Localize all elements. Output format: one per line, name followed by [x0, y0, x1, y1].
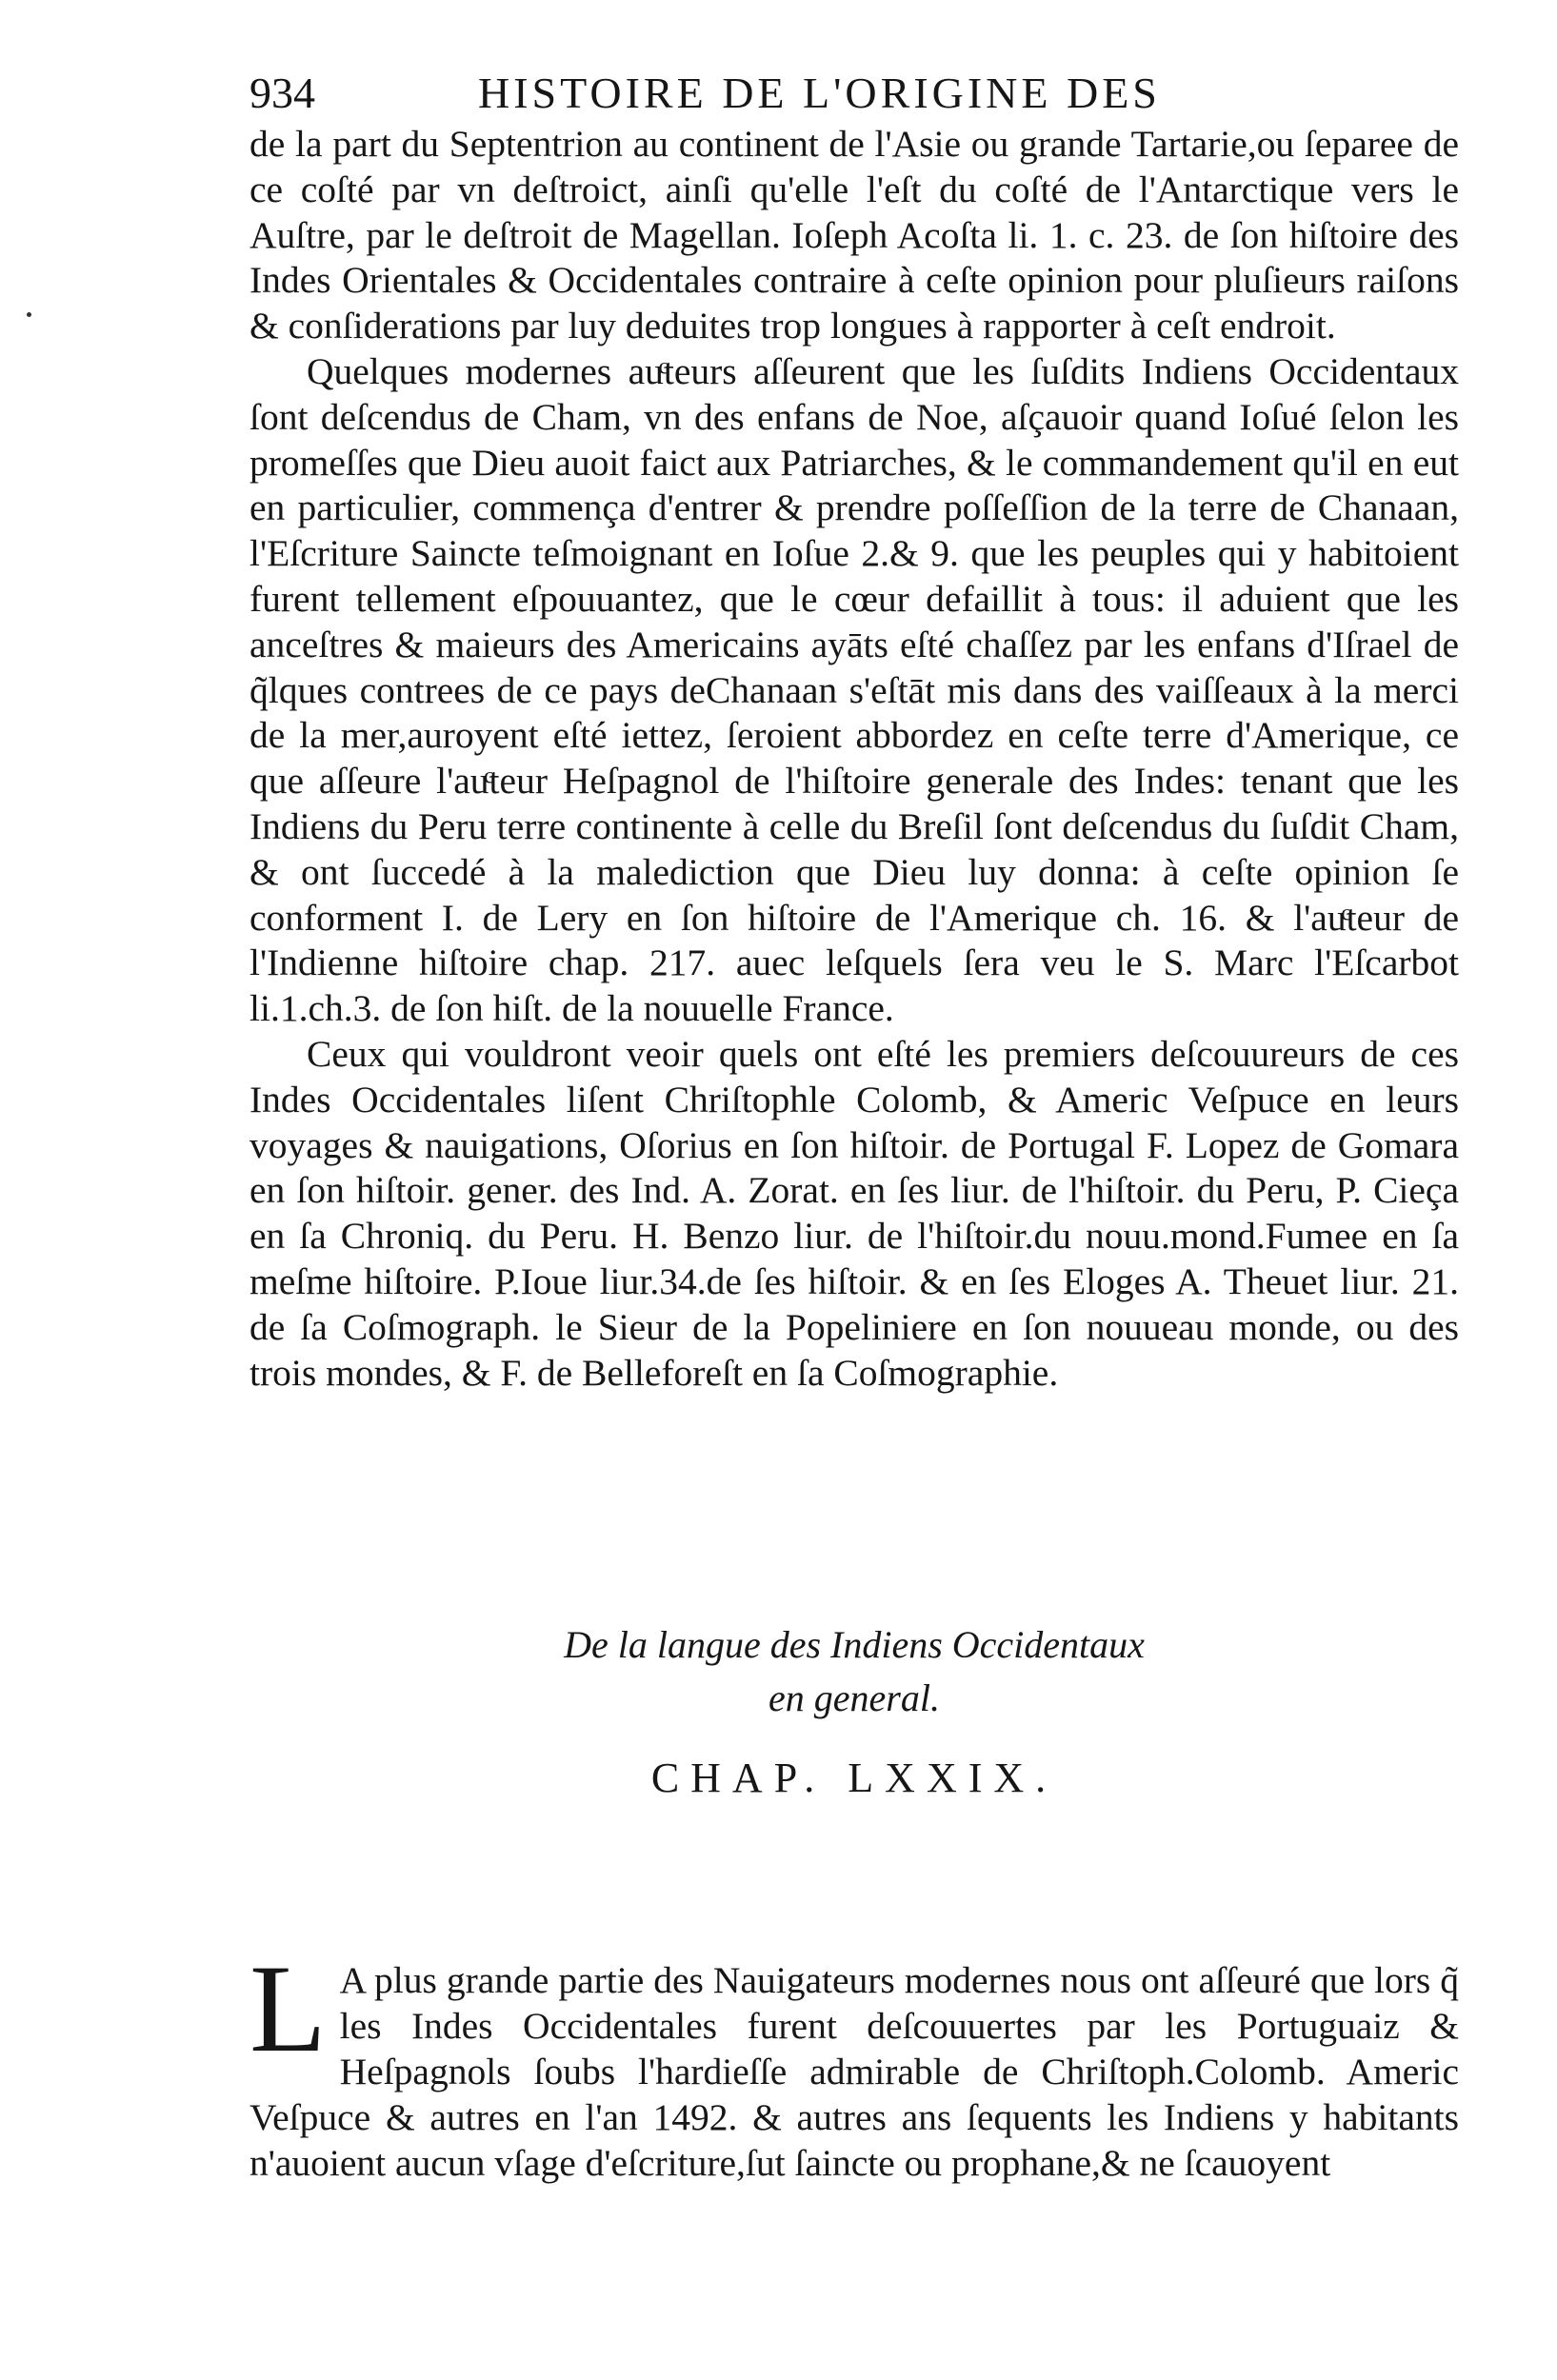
chapter-body — [250, 1938, 1459, 2186]
paragraph: de la part du Septentrion au continent de l'Asie ou grande Tartarie,ou ſeparee de ce coſté par vn deſtroict, ainſi qu'elle l'eſt du coſté de l'Antarctique vers le Auſtre, par le deſtroit de Magellan. Ioſeph Acoſta li. 1. c. 23. de ſon hiſtoire des Indes Orientales & Occidentales contraire à ceſte opinion pour pluſieurs raiſons & conſiderations par luy deduites trop longues à rapporter à ceſt endroit. — [250, 123, 1459, 347]
running-title: HISTOIRE DE L'ORIGINE DES — [478, 69, 1161, 117]
chapter-title-line: en general. — [769, 1676, 940, 1719]
page-number: 934 — [250, 69, 315, 117]
margin-speck — [27, 312, 31, 317]
paragraph: Ceux qui vouldront veoir quels ont eſté les premiers deſcouureurs de ces Indes Occidentales liſent Chriſtophle Colomb, & Americ Veſpuce en leurs voyages & nauigations, Oſorius en ſon hiſtoir. de Portugal F. Lopez de Gomara en ſon hiſtoir. gener. des Ind. A. Zorat. en ſes liur. de l'hiſtoir. du Peru, P. Cieça en ſa Chroniq. du Peru. H. Benzo liur. de l'hiſtoir.du nouu.mond.Fumee en ſa meſme hiſtoire. P.Ioue liur.34.de ſes hiſtoir. & en ſes Eloges A. Theuet liur. 21. de ſa Coſmograph. le Sieur de la Popeliniere en ſon nouueau monde, ou des trois mondes, & F. de Belleforeſt en ſa Coſmographie. — [250, 1032, 1459, 1394]
chapter-title-line: De la langue des Indiens Occidentaux — [564, 1623, 1145, 1666]
chapter-number: CHAP. LXXIX. — [650, 1755, 1058, 1801]
drop-cap: L — [250, 1938, 327, 2078]
chapter-title — [250, 1618, 1459, 1725]
chapter-paragraph-text: A plus grande partie des Nauigateurs modernes nous ont aſſeuré que lors q̃ les Indes Occidentales furent deſcouuertes par les Portuguaiz & Heſpagnols ſoubs l'hardieſſe admirable de Chriſtoph.Colomb. Americ Veſpuce & autres en l'an 1492. & autres ans ſequents les Indiens y habitants n'auoient aucun vſage d'eſcriture,ſut ſaincte ou prophane,& ne ſcauoyent — [250, 1959, 1459, 2184]
main-text — [250, 122, 1459, 1396]
paragraph: Quelques modernes auͨteurs aſſeurent que les ſuſdits Indiens Occidentaux ſont deſcendus de Cham, vn des enfans de Noe, aſçauoir quand Ioſué ſelon les promeſſes que Dieu auoit faict aux Patriarches, & le commandement qu'il en eut en particulier, commença d'entrer & prendre poſſeſſion de la terre de Chanaan, l'Eſcriture Saincte teſmoignant en Ioſue 2.& 9. que les peuples qui y habitoient furent tellement eſpouuantez, que le cœur defaillit à tous: il aduient que les anceſtres & maieurs des Americains ayāts eſté chaſſez par les enfans d'Iſrael de q̃lques contrees de ce pays deChanaan s'eſtāt mis dans des vaiſſeaux à la merci de la mer,auroyent eſté iettez, ſeroient abbordez en ceſte terre d'Amerique, ce que aſſeure l'auͨteur Heſpagnol de l'hiſtoire generale des Indes: tenant que les Indiens du Peru terre continente à celle du Breſil ſont deſcendus du ſuſdit Cham, & ont ſuccedé à la malediction que Dieu luy donna: à ceſte opinion ſe conforment I. de Lery en ſon hiſtoire de l'Amerique ch. 16. & l'auͨteur de l'Indienne hiſtoire chap. 217. auec leſquels ſera veu le S. Marc l'Eſcarbot li.1.ch.3. de ſon hiſt. de la nouuelle France. — [250, 349, 1459, 1030]
chapter-paragraph — [250, 1938, 1459, 2186]
page-header — [250, 65, 1278, 122]
